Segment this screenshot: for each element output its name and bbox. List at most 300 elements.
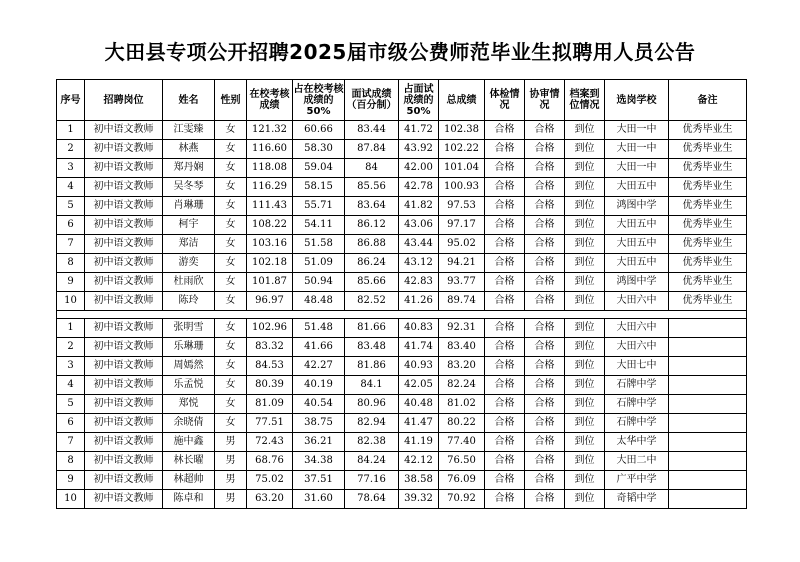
table-cell: 51.09 — [293, 254, 345, 273]
table-row — [57, 414, 747, 433]
table-row — [57, 433, 747, 452]
table-cell: 81.86 — [345, 357, 399, 376]
table-cell: 86.24 — [345, 254, 399, 273]
table-cell: 43.06 — [399, 216, 439, 235]
table-cell: 大田五中 — [605, 216, 669, 235]
table-cell: 1 — [57, 121, 85, 140]
table-cell: 合格 — [485, 395, 525, 414]
table-cell: 初中语文教师 — [85, 414, 163, 433]
table-cell: 合格 — [485, 376, 525, 395]
table-cell: 85.66 — [345, 273, 399, 292]
table-cell — [669, 471, 747, 490]
table-cell: 大田五中 — [605, 235, 669, 254]
table-cell: 83.64 — [345, 197, 399, 216]
table-row — [57, 292, 747, 311]
table-cell: 初中语文教师 — [85, 178, 163, 197]
table-cell: 吴冬琴 — [163, 178, 215, 197]
table-cell: 3 — [57, 357, 85, 376]
table-cell: 41.19 — [399, 433, 439, 452]
table-cell: 102.96 — [247, 319, 293, 338]
table-row — [57, 357, 747, 376]
table-cell: 初中语文教师 — [85, 254, 163, 273]
table-cell: 84.1 — [345, 376, 399, 395]
table-cell: 大田一中 — [605, 140, 669, 159]
table-cell: 到位 — [565, 452, 605, 471]
table-cell: 41.47 — [399, 414, 439, 433]
table-cell: 初中语文教师 — [85, 216, 163, 235]
table-cell: 到位 — [565, 197, 605, 216]
table-cell: 81.66 — [345, 319, 399, 338]
table-cell: 121.32 — [247, 121, 293, 140]
table-cell: 大田七中 — [605, 357, 669, 376]
table-cell: 5 — [57, 395, 85, 414]
table-cell: 37.51 — [293, 471, 345, 490]
table-cell: 初中语文教师 — [85, 140, 163, 159]
table-cell: 8 — [57, 452, 85, 471]
column-header: 性别 — [215, 80, 247, 121]
table-cell: 76.50 — [439, 452, 485, 471]
table-cell: 77.40 — [439, 433, 485, 452]
table-cell: 86.88 — [345, 235, 399, 254]
table-cell: 116.29 — [247, 178, 293, 197]
table-cell: 到位 — [565, 159, 605, 178]
table-cell: 到位 — [565, 254, 605, 273]
table-row — [57, 216, 747, 235]
table-row — [57, 235, 747, 254]
table-cell: 大田二中 — [605, 452, 669, 471]
table-cell: 优秀毕业生 — [669, 140, 747, 159]
table-cell: 101.04 — [439, 159, 485, 178]
column-header: 占在校考核成绩的50% — [293, 80, 345, 121]
table-cell: 3 — [57, 159, 85, 178]
table-cell: 女 — [215, 395, 247, 414]
table-cell: 合格 — [525, 376, 565, 395]
column-header: 面试成绩（百分制） — [345, 80, 399, 121]
table-cell: 102.22 — [439, 140, 485, 159]
table-cell: 合格 — [525, 452, 565, 471]
table-cell — [669, 414, 747, 433]
table-cell: 48.48 — [293, 292, 345, 311]
table-cell: 80.22 — [439, 414, 485, 433]
table-cell: 合格 — [525, 490, 565, 509]
table-cell: 102.38 — [439, 121, 485, 140]
table-cell: 合格 — [525, 414, 565, 433]
table-row — [57, 178, 747, 197]
table-cell: 59.04 — [293, 159, 345, 178]
table-cell — [669, 395, 747, 414]
table-cell: 41.72 — [399, 121, 439, 140]
table-cell: 68.76 — [247, 452, 293, 471]
table-cell: 女 — [215, 357, 247, 376]
table-cell: 81.02 — [439, 395, 485, 414]
table-cell: 合格 — [525, 254, 565, 273]
table-cell: 42.78 — [399, 178, 439, 197]
table-cell: 40.83 — [399, 319, 439, 338]
table-cell: 鸿图中学 — [605, 197, 669, 216]
table-cell: 大田五中 — [605, 178, 669, 197]
table-cell: 合格 — [525, 471, 565, 490]
table-row — [57, 273, 747, 292]
table-cell: 到位 — [565, 471, 605, 490]
table-cell: 优秀毕业生 — [669, 292, 747, 311]
table-cell: 77.16 — [345, 471, 399, 490]
table-cell: 42.12 — [399, 452, 439, 471]
table-cell: 郑悦 — [163, 395, 215, 414]
table-cell: 大田一中 — [605, 159, 669, 178]
table-cell: 女 — [215, 273, 247, 292]
table-cell: 4 — [57, 376, 85, 395]
table-cell: 合格 — [485, 140, 525, 159]
table-cell: 到位 — [565, 121, 605, 140]
table-cell: 合格 — [525, 292, 565, 311]
table-cell: 初中语文教师 — [85, 395, 163, 414]
table-cell: 到位 — [565, 395, 605, 414]
table-cell — [669, 452, 747, 471]
table-cell: 合格 — [525, 197, 565, 216]
table-row — [57, 452, 747, 471]
table-cell: 100.93 — [439, 178, 485, 197]
table-cell: 男 — [215, 490, 247, 509]
table-cell: 77.51 — [247, 414, 293, 433]
table-cell: 78.64 — [345, 490, 399, 509]
table-cell: 86.12 — [345, 216, 399, 235]
table-cell: 58.15 — [293, 178, 345, 197]
table-cell: 到位 — [565, 273, 605, 292]
table-cell: 初中语文教师 — [85, 197, 163, 216]
table-cell: 合格 — [485, 414, 525, 433]
table-cell: 优秀毕业生 — [669, 178, 747, 197]
table-cell: 54.11 — [293, 216, 345, 235]
table-cell: 柯宇 — [163, 216, 215, 235]
table-cell: 女 — [215, 254, 247, 273]
table-cell: 广平中学 — [605, 471, 669, 490]
table-cell: 初中语文教师 — [85, 471, 163, 490]
table-cell: 郑洁 — [163, 235, 215, 254]
table-cell: 合格 — [525, 235, 565, 254]
table-cell: 80.96 — [345, 395, 399, 414]
table-cell: 初中语文教师 — [85, 292, 163, 311]
table-cell: 43.92 — [399, 140, 439, 159]
table-cell: 陈卓和 — [163, 490, 215, 509]
table-cell: 合格 — [525, 395, 565, 414]
table-cell: 合格 — [485, 121, 525, 140]
table-cell: 女 — [215, 159, 247, 178]
table-row — [57, 338, 747, 357]
table-cell: 初中语文教师 — [85, 338, 163, 357]
table-cell: 初中语文教师 — [85, 376, 163, 395]
table-cell: 93.77 — [439, 273, 485, 292]
column-header: 姓名 — [163, 80, 215, 121]
table-cell: 72.43 — [247, 433, 293, 452]
column-header: 备注 — [669, 80, 747, 121]
table-row — [57, 490, 747, 509]
table-cell: 84 — [345, 159, 399, 178]
table-cell: 太华中学 — [605, 433, 669, 452]
table-cell: 初中语文教师 — [85, 319, 163, 338]
table-cell: 82.24 — [439, 376, 485, 395]
table-cell — [669, 319, 747, 338]
column-header: 招聘岗位 — [85, 80, 163, 121]
table-cell: 张明雪 — [163, 319, 215, 338]
table-cell: 初中语文教师 — [85, 159, 163, 178]
table-cell: 女 — [215, 140, 247, 159]
table-cell: 9 — [57, 273, 85, 292]
table-cell: 女 — [215, 338, 247, 357]
table-cell: 118.08 — [247, 159, 293, 178]
table-cell: 55.71 — [293, 197, 345, 216]
table-cell: 初中语文教师 — [85, 433, 163, 452]
table-cell: 40.48 — [399, 395, 439, 414]
table-cell: 41.82 — [399, 197, 439, 216]
table-cell: 乐琳珊 — [163, 338, 215, 357]
table-cell: 肖琳珊 — [163, 197, 215, 216]
table-cell: 87.84 — [345, 140, 399, 159]
table-cell: 施中鑫 — [163, 433, 215, 452]
table-cell: 优秀毕业生 — [669, 197, 747, 216]
table-cell: 女 — [215, 121, 247, 140]
table-cell — [669, 376, 747, 395]
table-cell: 到位 — [565, 376, 605, 395]
table-cell: 41.26 — [399, 292, 439, 311]
page-title: 大田县专项公开招聘2025届市级公费师范毕业生拟聘用人员公告 — [104, 40, 696, 64]
table-cell: 116.60 — [247, 140, 293, 159]
table-cell: 合格 — [485, 197, 525, 216]
table-cell: 合格 — [485, 292, 525, 311]
column-header: 选岗学校 — [605, 80, 669, 121]
table-cell: 51.48 — [293, 319, 345, 338]
table-cell: 60.66 — [293, 121, 345, 140]
group-separator — [57, 311, 747, 319]
table-cell: 92.31 — [439, 319, 485, 338]
table-cell: 51.58 — [293, 235, 345, 254]
table-cell: 2 — [57, 338, 85, 357]
table-cell: 优秀毕业生 — [669, 216, 747, 235]
table-cell: 83.20 — [439, 357, 485, 376]
table-cell: 乐孟悦 — [163, 376, 215, 395]
table-cell: 合格 — [485, 235, 525, 254]
table-cell: 合格 — [485, 159, 525, 178]
table-cell: 103.16 — [247, 235, 293, 254]
table-cell: 84.53 — [247, 357, 293, 376]
table-cell: 41.74 — [399, 338, 439, 357]
table-cell: 林超帅 — [163, 471, 215, 490]
table-cell: 83.40 — [439, 338, 485, 357]
table-cell: 合格 — [525, 178, 565, 197]
table-cell: 82.94 — [345, 414, 399, 433]
table-cell — [669, 338, 747, 357]
table-cell: 大田六中 — [605, 292, 669, 311]
table-cell: 102.18 — [247, 254, 293, 273]
table-row — [57, 376, 747, 395]
table-body — [57, 121, 747, 509]
table-cell: 合格 — [525, 319, 565, 338]
table-row — [57, 159, 747, 178]
table-cell: 95.02 — [439, 235, 485, 254]
table-cell: 6 — [57, 414, 85, 433]
table-cell: 优秀毕业生 — [669, 121, 747, 140]
table-cell: 36.21 — [293, 433, 345, 452]
table-cell: 7 — [57, 433, 85, 452]
table-cell: 76.09 — [439, 471, 485, 490]
table-cell: 83.48 — [345, 338, 399, 357]
table-cell: 石牌中学 — [605, 376, 669, 395]
table-cell: 大田六中 — [605, 338, 669, 357]
column-header: 总成绩 — [439, 80, 485, 121]
separator-cell — [57, 311, 747, 319]
table-cell: 合格 — [525, 216, 565, 235]
table-cell: 81.09 — [247, 395, 293, 414]
column-header: 序号 — [57, 80, 85, 121]
table-cell: 40.19 — [293, 376, 345, 395]
table-cell — [669, 433, 747, 452]
table-cell: 42.00 — [399, 159, 439, 178]
table-cell: 林燕 — [163, 140, 215, 159]
table-cell: 42.27 — [293, 357, 345, 376]
table-cell: 43.12 — [399, 254, 439, 273]
table-cell: 2 — [57, 140, 85, 159]
table-cell: 男 — [215, 471, 247, 490]
table-cell: 初中语文教师 — [85, 490, 163, 509]
table-cell: 大田一中 — [605, 121, 669, 140]
table-cell: 82.52 — [345, 292, 399, 311]
table-cell: 合格 — [485, 178, 525, 197]
table-cell: 初中语文教师 — [85, 235, 163, 254]
table-cell: 4 — [57, 178, 85, 197]
table-cell: 97.53 — [439, 197, 485, 216]
table-cell: 到位 — [565, 292, 605, 311]
table-cell: 优秀毕业生 — [669, 273, 747, 292]
table-cell: 女 — [215, 414, 247, 433]
table-cell: 游奕 — [163, 254, 215, 273]
table-cell: 合格 — [485, 357, 525, 376]
table-cell: 9 — [57, 471, 85, 490]
table-cell: 优秀毕业生 — [669, 254, 747, 273]
table-row — [57, 140, 747, 159]
table-cell: 到位 — [565, 433, 605, 452]
table-cell: 初中语文教师 — [85, 273, 163, 292]
table-cell: 10 — [57, 490, 85, 509]
table-cell: 女 — [215, 197, 247, 216]
table-cell: 合格 — [485, 273, 525, 292]
table-row — [57, 471, 747, 490]
table-cell: 合格 — [485, 254, 525, 273]
table-cell: 5 — [57, 197, 85, 216]
table-cell: 合格 — [525, 121, 565, 140]
table-cell: 女 — [215, 216, 247, 235]
table-cell: 合格 — [485, 338, 525, 357]
table-cell: 41.66 — [293, 338, 345, 357]
table-cell: 80.39 — [247, 376, 293, 395]
table-cell: 到位 — [565, 338, 605, 357]
table-cell: 杜雨欣 — [163, 273, 215, 292]
table-cell: 10 — [57, 292, 85, 311]
table-row — [57, 121, 747, 140]
table-row — [57, 197, 747, 216]
table-cell: 75.02 — [247, 471, 293, 490]
table-cell: 83.32 — [247, 338, 293, 357]
table-cell: 余晓倩 — [163, 414, 215, 433]
table-cell: 108.22 — [247, 216, 293, 235]
table-cell: 大田六中 — [605, 319, 669, 338]
table-cell: 合格 — [485, 452, 525, 471]
column-header: 协审情况 — [525, 80, 565, 121]
table-cell: 到位 — [565, 178, 605, 197]
column-header: 体检情况 — [485, 80, 525, 121]
table-cell: 到位 — [565, 319, 605, 338]
table-cell: 合格 — [525, 357, 565, 376]
table-cell: 女 — [215, 376, 247, 395]
table-cell: 83.44 — [345, 121, 399, 140]
table-cell: 85.56 — [345, 178, 399, 197]
table-cell: 合格 — [485, 471, 525, 490]
table-cell: 40.54 — [293, 395, 345, 414]
table-cell: 89.74 — [439, 292, 485, 311]
table-cell: 合格 — [485, 319, 525, 338]
table-row — [57, 395, 747, 414]
table-cell: 合格 — [525, 338, 565, 357]
table-cell: 96.97 — [247, 292, 293, 311]
table-cell: 陈玲 — [163, 292, 215, 311]
table-cell: 70.92 — [439, 490, 485, 509]
table-cell — [669, 490, 747, 509]
table-cell: 8 — [57, 254, 85, 273]
column-header: 在校考核成绩 — [247, 80, 293, 121]
table-cell: 43.44 — [399, 235, 439, 254]
table-cell: 合格 — [525, 140, 565, 159]
table-cell: 女 — [215, 178, 247, 197]
column-header: 档案到位情况 — [565, 80, 605, 121]
table-cell: 1 — [57, 319, 85, 338]
table-cell: 7 — [57, 235, 85, 254]
candidate-table — [56, 79, 747, 509]
table-cell — [669, 357, 747, 376]
table-row — [57, 319, 747, 338]
table-cell: 97.17 — [439, 216, 485, 235]
table-cell: 大田五中 — [605, 254, 669, 273]
table-cell: 到位 — [565, 490, 605, 509]
table-cell: 38.58 — [399, 471, 439, 490]
table-cell: 94.21 — [439, 254, 485, 273]
table-cell: 鸿图中学 — [605, 273, 669, 292]
table-cell: 合格 — [525, 433, 565, 452]
table-cell: 42.05 — [399, 376, 439, 395]
table-cell: 82.38 — [345, 433, 399, 452]
table-cell: 合格 — [485, 433, 525, 452]
table-cell: 到位 — [565, 140, 605, 159]
table-cell: 男 — [215, 452, 247, 471]
table-cell: 50.94 — [293, 273, 345, 292]
table-cell: 40.93 — [399, 357, 439, 376]
table-cell: 合格 — [525, 159, 565, 178]
table-cell: 合格 — [485, 490, 525, 509]
table-cell: 6 — [57, 216, 85, 235]
table-row — [57, 254, 747, 273]
table-cell: 奇韬中学 — [605, 490, 669, 509]
table-cell: 39.32 — [399, 490, 439, 509]
table-cell: 84.24 — [345, 452, 399, 471]
table-cell: 女 — [215, 319, 247, 338]
table-cell: 女 — [215, 235, 247, 254]
table-cell: 到位 — [565, 414, 605, 433]
table-cell: 郑丹娴 — [163, 159, 215, 178]
table-cell: 初中语文教师 — [85, 452, 163, 471]
table-cell: 111.43 — [247, 197, 293, 216]
table-cell: 合格 — [525, 273, 565, 292]
table-cell: 101.87 — [247, 273, 293, 292]
table-cell: 31.60 — [293, 490, 345, 509]
table-cell: 石牌中学 — [605, 414, 669, 433]
table-cell: 初中语文教师 — [85, 357, 163, 376]
